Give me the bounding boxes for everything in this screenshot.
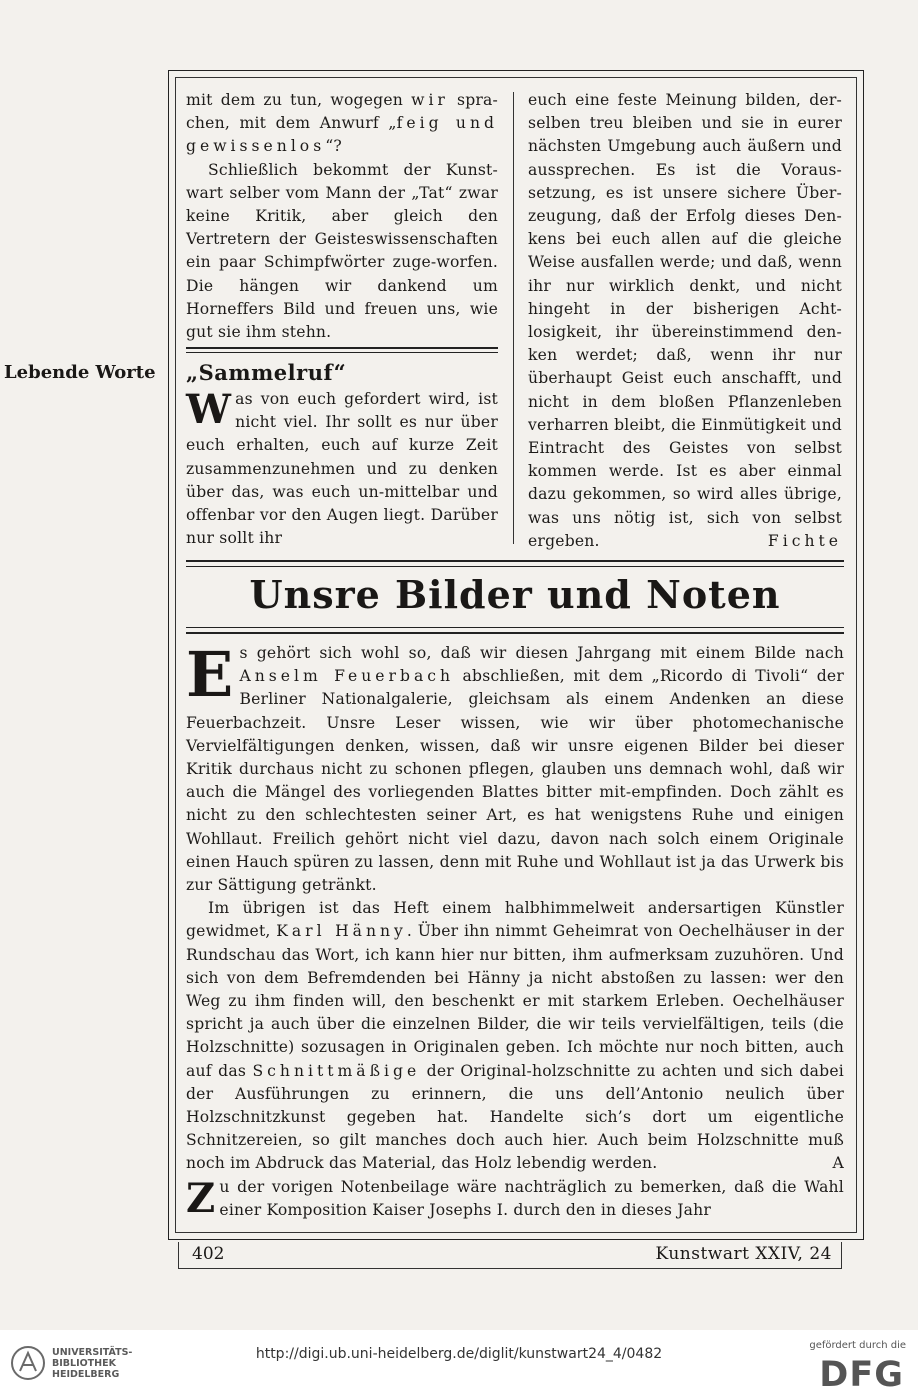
article-heading: Unsre Bilder und Noten (249, 572, 781, 617)
document-url[interactable]: http://digi.ub.uni-heidelberg.de/diglit/kunstwart24_4/0482 (255, 1346, 663, 1362)
paragraph: Schließlich bekommt der Kunst-wart selber vom Mann der „Tat“ zwar keine Kritik, aber gleich den Vertretern der Geisteswissenschaften ein paar Schimpfwörter zuge-worfen. Die hängen wir dankend um Horneffers Bild und freuen uns, wie gut sie ihm stehn. (186, 160, 498, 342)
emphasis: Karl Hänny (276, 922, 407, 941)
dropcap: E (186, 638, 234, 711)
page-number: 402 (192, 1244, 225, 1264)
paragraph (186, 897, 844, 1175)
paragraph (186, 1176, 844, 1222)
right-column (528, 89, 842, 553)
text-run: “? (325, 137, 342, 156)
heading-rule (186, 627, 844, 628)
margin-note: Lebende Worte (4, 362, 156, 383)
text-run: der Original-holzschnitte zu achten und sich dabei der Ausführungen zu erinnern, die uns dell’Antonio neulich über Holzschnitzkunst gegeben hat. Handelte sich’s dort um eigentliche Schnitzereien, so gilt manches doch auch hier. Auch beim Holzschnitte muß noch im Abdruck das Material, das Holz lebendig werden. (186, 1061, 844, 1173)
heading-rule (186, 560, 844, 562)
signature: A (832, 1154, 844, 1173)
emphasis: Schnittmäßige (252, 1061, 421, 1080)
text-run: mit dem zu tun, wogegen (186, 91, 412, 109)
library-name-line: UNIVERSITÄTS- (52, 1347, 133, 1358)
paragraph (186, 638, 845, 897)
section-rule (186, 347, 498, 349)
paragraph: euch eine feste Meinung bilden, der-selben treu bleiben und sie in eurer nächsten Umgebung auch äußern und aussprechen. Es ist die Voraus-setzung, es ist unsere sichere Über-zeugung, daß der Erfolg dieses Den-kens bei euch allen auf die gleiche Weise ausfallen werde; und daß, wenn ihr nur wirklich denkt, und nicht hingeht in der bisherigen Acht-losigkeit, ihr übereinstimmend den-ken werdet; daß, wenn ihr nur überhaupt Geist euch anschafft, und nicht in dem bloßen Pflanzenleben verharren bleibt, die Einmütigkeit und Eintracht des Geistes von selbst kommen werde. Ist es aber einmal dazu gekommen, so wird alles übrige, was uns nötig ist, sich von selbst ergeben. (528, 91, 842, 550)
dfg-logo: DFG (819, 1355, 904, 1395)
dropcap: W (186, 386, 232, 433)
text-run: abschließen, mit dem „Ricordo di Tivoli“ der Berliner Nationalgalerie, gleichsam als einem Andenken an diese Feuerbachzeit. Unsre Leser wissen, wie wir über photomechanische Vervielfältigungen denken, wissen, daß wir unsre eigenen Bilder bei dieser Kritik durchaus nicht zu schonen pflegen, glauben uns demnach wohl, daß wir auch die Mängel des vorliegenden Blattes bitter mit-empfinden. Doch zählt es nicht zu den schlechtesten seiner Art, es hat wenigstens Ruhe und einigen Wohllaut. Freilich gehört nicht viel dazu, davon nach solch einem Originale einen Hauch spüren zu lassen, denn mit Ruhe und Wohllaut ist ja das Urwerk bis zur Sättigung getränkt. (186, 667, 845, 895)
signature: Fichte (767, 532, 842, 551)
paragraph (186, 89, 498, 159)
section-title: „Sammelruf“ (186, 360, 347, 385)
funding-note: gefördert durch die (809, 1340, 906, 1351)
text-run: Im übrigen ist das Heft einem halbhimmelweit andersartigen Künstler gewidmet, (186, 899, 844, 941)
viewer-bar (0, 1330, 918, 1397)
emphasis: Anselm Feuerbach (239, 667, 455, 686)
left-column-top (186, 89, 498, 344)
column-divider (513, 92, 514, 544)
text-run: s gehört sich wohl so, daß wir diesen Jahrgang mit einem Bilde nach (239, 644, 844, 662)
library-name-line: BIBLIOTHEK (52, 1358, 116, 1369)
running-title: Kunstwart XXIV, 24 (655, 1244, 832, 1264)
paragraph (186, 388, 498, 550)
heading-rule (186, 566, 844, 567)
section-rule (186, 352, 498, 353)
article-body (186, 638, 845, 1222)
left-column-bottom (186, 388, 498, 550)
dropcap: Z (186, 1174, 216, 1222)
emphasis: wir (411, 91, 449, 109)
text-run: spra-chen, mit dem Anwurf „ (186, 91, 498, 133)
text-run: as von euch gefordert wird, ist nicht viel. Ihr sollt es nur über euch erhalten, euch auf kurze Zeit zusammenzunehmen und zu denken über das, was euch un-mittelbar und offenbar vor den Augen liegt. Darüber nur sollt ihr (186, 390, 498, 548)
emphasis: feig und gewissenlos (186, 114, 498, 156)
heading-rule (186, 632, 844, 634)
text-run: . Über ihn nimmt Geheimrat von Oechelhäuser in der Rundschau das Wort, ich kann hier nur bitten, ihm aufmerksam zuzuhören. Und sich von dem Befremdenden bei Hänny ja nicht abstoßen zu lassen: wer den Weg zu ihm finden will, den beschenkt er mit starkem Erleben. Oechelhäuser spricht ja auch über die einzelnen Bilder, die wir teils vervielfältigen, teils (die Holzschnitte) sozusagen in Originalen geben. Ich möchte nur noch bitten, auch auf das (186, 922, 844, 1080)
library-name-line: HEIDELBERG (52, 1369, 120, 1380)
text-run: u der vorigen Notenbeilage wäre nachträglich zu bemerken, daß die Wahl einer Komposition Kaiser Josephs I. durch den in dieses Jahr (219, 1177, 844, 1219)
